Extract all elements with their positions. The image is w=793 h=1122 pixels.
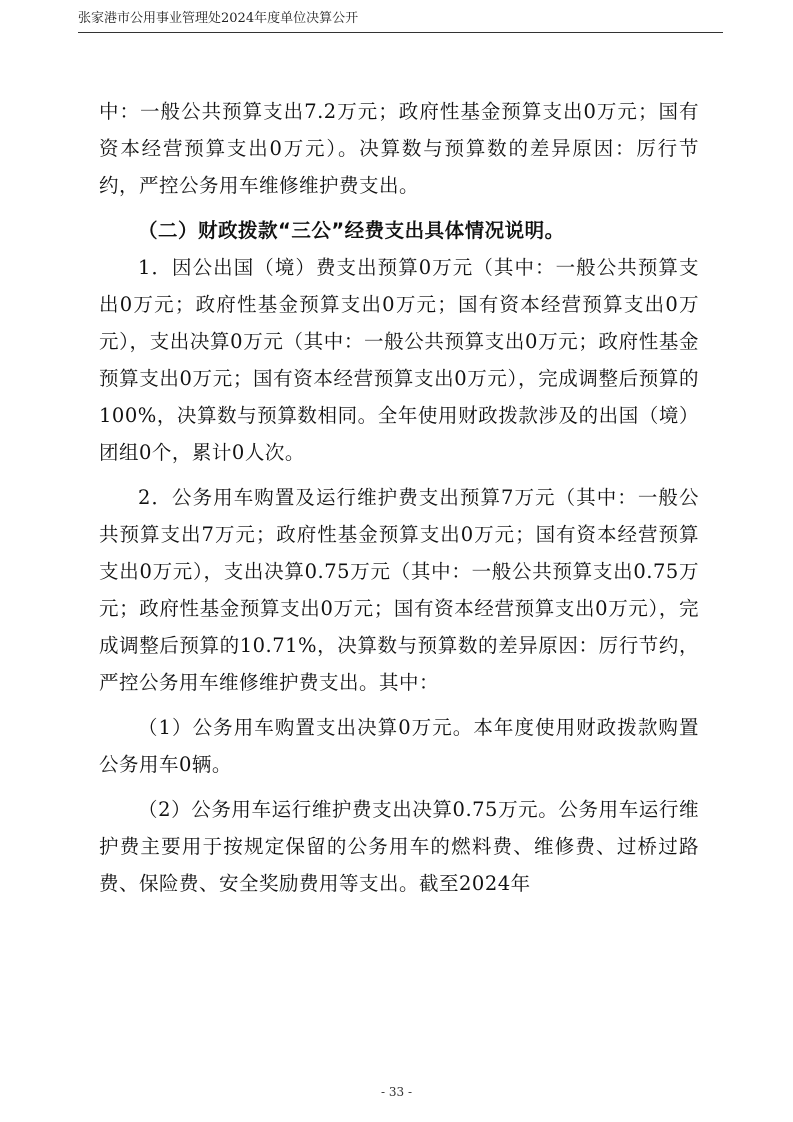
header-title: 张家港市公用事业管理处2024年度单位决算公开 (78, 11, 359, 26)
page-header (78, 10, 723, 33)
page-footer (0, 1085, 793, 1099)
section-heading: （二）财政拨款“三公”经费支出具体情况说明。 (138, 219, 565, 242)
document-body (99, 93, 699, 902)
paragraph-vehicle-expense: 2．公务用车购置及运行维护费支出预算7万元（其中：一般公共预算支出7万元；政府性基金预算支出0万元；国有资本经营预算支出0万元），支出决算0.75万元（其中：一般公共预算支出0.75万元；政府性基金预算支出0万元；国有资本经营预算支出0万元），完成调整后预算的10.71%，决算数与预算数的差异原因：厉行节约，严控公务用车维修维护费支出。其中： (99, 486, 699, 694)
paragraph-vehicle-maintenance: （2）公务用车运行维护费支出决算0.75万元。公务用车运行维护费主要用于按规定保留的公务用车的燃料费、维修费、过桥过路费、保险费、安全奖励费用等支出。截至2024年 (99, 798, 699, 895)
page-number: - 33 - (380, 1085, 412, 1099)
paragraph-travel-abroad: 1．因公出国（境）费支出预算0万元（其中：一般公共预算支出0万元；政府性基金预算支出0万元；国有资本经营预算支出0万元），支出决算0万元（其中：一般公共预算支出0万元；政府性基金预算支出0万元；国有资本经营预算支出0万元），完成调整后预算的100%，决算数与预算数相同。全年使用财政拨款涉及的出国（境）团组0个，累计0人次。 (99, 256, 699, 464)
paragraph-vehicle-purchase: （1）公务用车购置支出决算0万元。本年度使用财政拨款购置公务用车0辆。 (99, 716, 699, 776)
paragraph-continuation: 中：一般公共预算支出7.2万元；政府性基金预算支出0万元；国有资本经营预算支出0万元）。决算数与预算数的差异原因：厉行节约，严控公务用车维修维护费支出。 (99, 100, 699, 197)
